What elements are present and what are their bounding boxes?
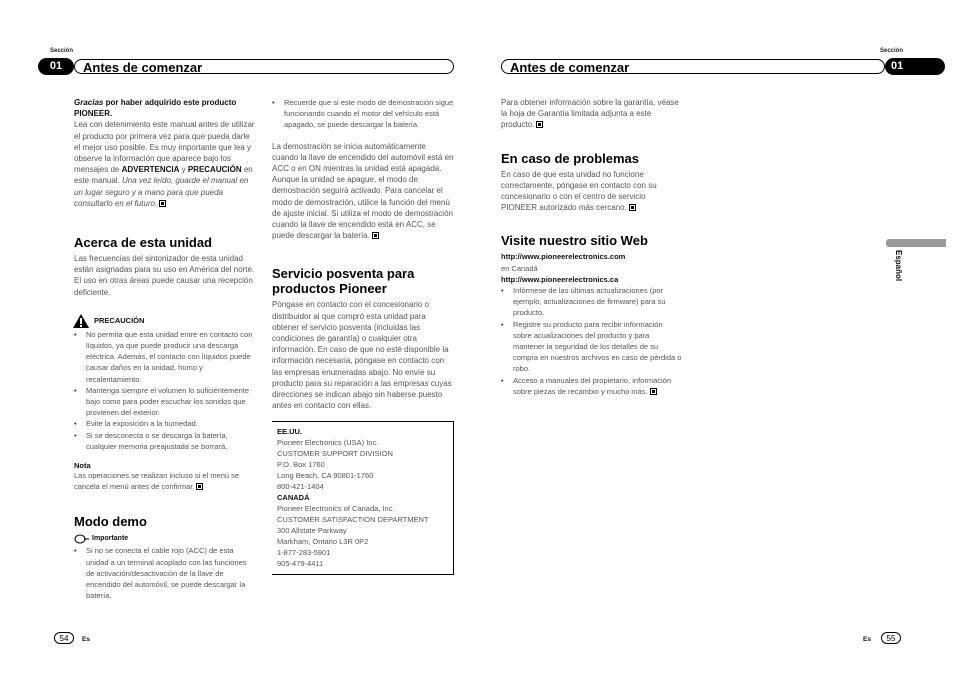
- intro-end: en este manual.: [74, 165, 253, 186]
- lang-code-left: Es: [82, 636, 90, 643]
- and-text: y: [179, 165, 188, 175]
- address-line: CUSTOMER SUPPORT DIVISION: [277, 449, 393, 459]
- end-mark-icon: [372, 232, 379, 239]
- brand-text: PIONEER.: [74, 109, 113, 119]
- en-canada-text: en Canadá: [501, 263, 538, 273]
- address-line: 1-877-283-5901: [277, 548, 331, 558]
- warning-triangle-icon: [72, 313, 90, 329]
- address-line: Long Beach, CA 90801-1760: [277, 471, 374, 481]
- end-mark-icon: [650, 388, 657, 395]
- importante-heading: [74, 533, 256, 544]
- web-links: [501, 251, 683, 285]
- list-item: • Registre su producto para recibir información sobre acualizaciones del producto y para mantener la seguridad de los detalles de su compra en nuestros archivos en caso de pérdida o robo.: [501, 319, 683, 375]
- acerca-text: Las frecuencias del sintonizador de esta unidad están asignadas para su uso en América del norte. El uso en otras áreas puede causar una recepción deficiente.: [74, 254, 255, 297]
- section-label-right: Sección: [880, 48, 904, 54]
- middle-column: [272, 97, 454, 575]
- address-line: 300 Allstate Parkway: [277, 526, 347, 536]
- intro: [74, 97, 256, 209]
- web-list: [501, 285, 683, 397]
- address-line: CUSTOMER SATISFACTION DEPARTMENT: [277, 515, 429, 525]
- header-title-left: Antes de comenzar: [74, 59, 454, 74]
- problemas-title: En caso de problemas: [501, 150, 639, 166]
- end-mark-icon: [536, 121, 543, 128]
- list-item-text: Acceso a manuales del propietario, información sobre piezas de recambio y mucho más.: [513, 375, 672, 396]
- list-item: [501, 375, 683, 397]
- intro-paragraph: Lea con detenimiento este manual antes de utilizar el producto por primera vez para que pueda darle el mejor uso posible. Es muy importante que lea y observe la información que aparece bajo los mensajes de: [74, 120, 255, 175]
- servicio-title: Servicio posventa para productos Pioneer: [272, 266, 415, 297]
- list-item: • No permita que esta unidad entre en contacto con líquidos, ya que puede producir una descarga eléctrica. Además, el contacto con líquidos puede causar daños en la unidad, humo y recalentamiento.: [74, 329, 256, 385]
- end-mark-icon: [196, 483, 203, 490]
- address-line: 800-421-1404: [277, 482, 324, 492]
- advertencia-text: ADVERTENCIA: [121, 165, 180, 175]
- address-line: Markham, Ontario L3R 0P2: [277, 537, 369, 547]
- address-line: 905-479-4411: [277, 559, 324, 569]
- importante-label: Importante: [92, 535, 129, 543]
- thanks-text: por haber adquirido este producto: [103, 98, 237, 107]
- us-label: EE.UU.: [277, 427, 303, 437]
- servicio-text: Póngase en contacto con el concesionario o distribuidor al que compró esta unidad para obtener el servicio posventa (incluidas las condiciones de garantía) o cualquier otra información. En caso de que no esté disponible la información necesaria, póngase en contacto con las empresas enumeradas abajo. No envíe su producto para su reparación a las empresas cuyas direcciones se indican abajo sin haberse puesto antes en contacto con ellas.: [272, 300, 452, 411]
- precaucion-list: [74, 329, 256, 452]
- list-item: • Infórmese de las últimas actualizaciones (por ejemplo, actualizaciones de firmware) para su producto.: [501, 285, 683, 319]
- precaucion-inline: PRECAUCIÓN: [187, 165, 242, 175]
- list-item: • Si no se conecta el cable rojo (ACC) de esta unidad a un terminal acoplado con las funciones de activación/desactivación de la llave de encendido del automóvil, se puede descargar la batería.: [74, 545, 256, 601]
- address-line: Pioneer Electronics (USA) Inc.: [277, 438, 379, 448]
- address-line: P.O. Box 1760: [277, 460, 325, 470]
- precaucion-title: PRECAUCIÓN: [94, 315, 145, 325]
- acerca-title: Acerca de esta unidad: [74, 235, 212, 251]
- problemas-paragraph: [501, 169, 683, 214]
- section-number-right: 01: [885, 58, 945, 75]
- end-mark-icon: [629, 204, 636, 211]
- url-ca-link[interactable]: http://www.pioneerelectronics.ca: [501, 274, 619, 284]
- intro-italic: Una vez leído, guarde el manual en un lugar seguro y a mano para que pueda consultarlo en el futuro.: [74, 176, 249, 208]
- garantia-paragraph: [501, 97, 683, 131]
- end-mark-icon: [159, 200, 166, 207]
- modo-demo-list: [74, 545, 256, 601]
- url-us-link[interactable]: http://www.pioneerelectronics.com: [501, 252, 626, 262]
- language-label: Español: [894, 250, 903, 282]
- left-column: [74, 97, 256, 602]
- section-label-left: Sección: [50, 48, 74, 54]
- pointing-hand-icon: [74, 533, 90, 544]
- language-tab: [886, 239, 946, 247]
- list-item: • Recuerde que si este modo de demostración sigue funcionando cuando el motor del vehículo está apagado, se puede descargar la batería.: [272, 97, 454, 131]
- demo-text: La demostración se inicia automáticamente cuando la llave de encendido del automóvil está en ACC o en ON mientras la unidad está apagada. Aunque la unidad se apague, el modo de demostración seguirá activado. Para cancelar el modo de demostración, utilice la función del menú de ajuste inicial. Si utiliza el modo de demostración cuando la llave de encendido está en ACC, se puede descargar la batería.: [272, 141, 454, 241]
- ca-label: CANADÁ: [277, 493, 310, 503]
- modo-demo-title: Modo demo: [74, 514, 147, 530]
- list-item: • Evite la exposición a la humedad.: [74, 418, 256, 429]
- demo-paragraph: [272, 141, 454, 242]
- nota-text: Las operaciones se realizan incluso si el menú se cancela el menú antes de confirmar.: [74, 471, 240, 492]
- header-title-right: Antes de comenzar: [501, 59, 885, 74]
- nota-block: [74, 470, 256, 492]
- gracias-text: Gracias: [74, 98, 104, 107]
- section-number-left: 01: [38, 58, 74, 75]
- lang-code-right: Es: [863, 636, 871, 643]
- precaucion-block: [74, 315, 256, 452]
- nota-title: Nota: [74, 461, 91, 471]
- middle-list: [272, 97, 454, 131]
- page-number-left: 54: [54, 632, 74, 644]
- language-label-wrap: [893, 250, 903, 290]
- address-box: [272, 421, 454, 575]
- address-line: Pioneer Electronics of Canada, Inc.: [277, 504, 395, 514]
- list-item: • Mantenga siempre el volumen lo suficientemente bajo como para poder escuchar los sonidos que provienen del exterior.: [74, 385, 256, 419]
- page-number-right: 55: [881, 632, 901, 644]
- list-item: • Si se desconecta o se descarga la batería, cualquier memoria preajustada se borrará.: [74, 430, 256, 452]
- right-column: [501, 97, 683, 397]
- problemas-text: En caso de que esta unidad no funcione correctamente, póngase en contacto con su concesionario o con el centro de servicio PIONEER autorizado más cercano.: [501, 169, 657, 213]
- web-title: Visite nuestro sitio Web: [501, 233, 648, 249]
- garantia-text: Para obtener información sobre la garantía, véase la hoja de Garantía limitada adjunta a este producto.: [501, 98, 679, 130]
